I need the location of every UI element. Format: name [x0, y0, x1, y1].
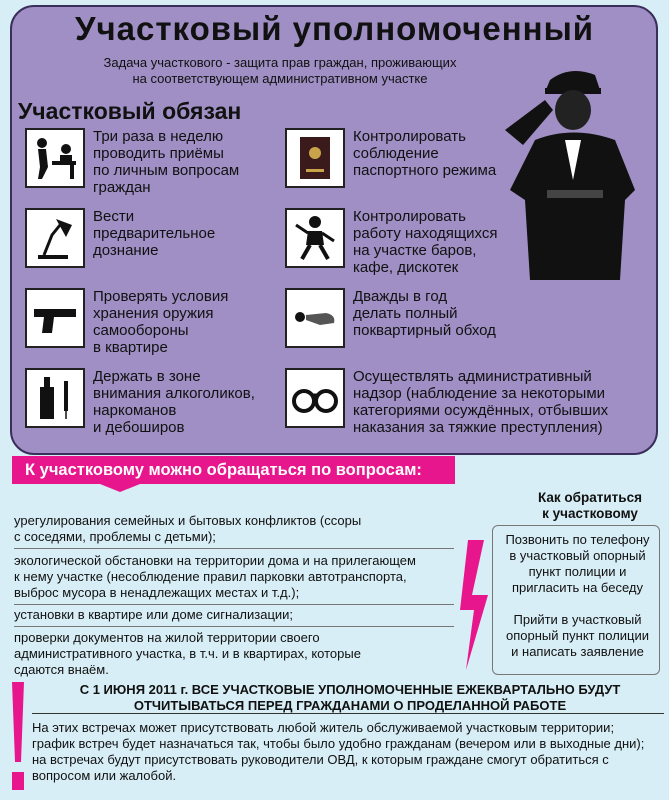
duty-item-weapons: Проверять условия хранения оружия самообороны в квартире	[25, 288, 228, 356]
issue-item: экологической обстановки на территории дома и на прилегающем к нему участке (несоблюдение правил парковки автотранспорта, выброс мусора в ненадлежащих местах и т.д.);	[14, 553, 416, 600]
issue-item: установки в квартире или доме сигнализации;	[14, 607, 294, 622]
desk-reception-icon	[25, 128, 85, 188]
duty-item-passport: Контролировать соблюдение паспортного режима	[285, 128, 496, 188]
doorbell-hand-icon	[285, 288, 345, 348]
dancer-icon	[285, 208, 345, 268]
issue-item: проверки документов на жилой территории своего административного участка, в т.ч. и в квартирах, которые сдаются внаём.	[14, 630, 361, 677]
saluting-officer-icon	[495, 60, 645, 280]
desk-lamp-icon	[25, 208, 85, 268]
exclamation-icon	[8, 682, 28, 792]
divider	[14, 548, 454, 549]
contact-option-visit: Прийти в участковый опорный пункт полиции и написать заявление	[505, 612, 650, 659]
pistol-icon	[25, 288, 85, 348]
lightning-arrow-icon	[458, 540, 493, 670]
page-title: Участковый уполномоченный	[74, 10, 595, 47]
duty-item-inquiry: Вести предварительное дознание	[25, 208, 215, 268]
contact-option-phone: Позвонить по телефону в участковый опорный пункт полиции и пригласить на беседу	[505, 532, 650, 595]
contact-heading: Как обратиться к участковому	[538, 490, 642, 521]
divider	[32, 713, 664, 714]
bottle-syringe-icon	[25, 368, 85, 428]
notice-heading: С 1 ИЮНЯ 2011 г. ВСЕ УЧАСТКОВЫЕ УПОЛНОМОЧЕННЫЕ ЕЖЕКВАРТАЛЬНО БУДУТ ОТЧИТЫВАТЬСЯ ПЕРЕД ГРАЖДАНАМИ О ПРОДЕЛАННОЙ РАБОТЕ	[79, 682, 621, 713]
notice-text: На этих встречах может присутствовать любой житель обслуживаемой участковым территории; график встреч будет назначаться так, чтобы было удобно гражданам (вечером или в выходные дни); на встречах будут присутствовать руководители ОВД, к которым граждане смогут обратиться с вопросом или жалобой.	[32, 720, 645, 783]
issues-banner-text: К участковому можно обращаться по вопросам:	[25, 461, 422, 479]
divider	[14, 626, 454, 627]
duties-heading: Участковый обязан	[18, 98, 242, 124]
divider	[14, 604, 454, 605]
duty-item-supervision: Осуществлять административный надзор (наблюдение за некоторыми категориями осуждённых, отбывших наказания за тяжкие преступления)	[285, 368, 608, 436]
issue-item: урегулирования семейных и бытовых конфликтов (ссоры с соседями, проблемы с детьми);	[14, 513, 362, 544]
passport-icon	[285, 128, 345, 188]
page-subtitle: Задача участкового - защита прав граждан, проживающих на соответствующем административном участке	[103, 55, 457, 86]
handcuffs-icon	[285, 368, 345, 428]
duty-item-reception: Три раза в неделю проводить приёмы по личным вопросам граждан	[25, 128, 239, 196]
duty-item-alcoholics: Держать в зоне внимания алкоголиков, наркоманов и дебоширов	[25, 368, 255, 436]
duty-item-rounds: Дважды в год делать полный поквартирный обход	[285, 288, 496, 348]
duty-item-bars: Контролировать работу находящихся на участке баров, кафе, дискотек	[285, 208, 498, 276]
